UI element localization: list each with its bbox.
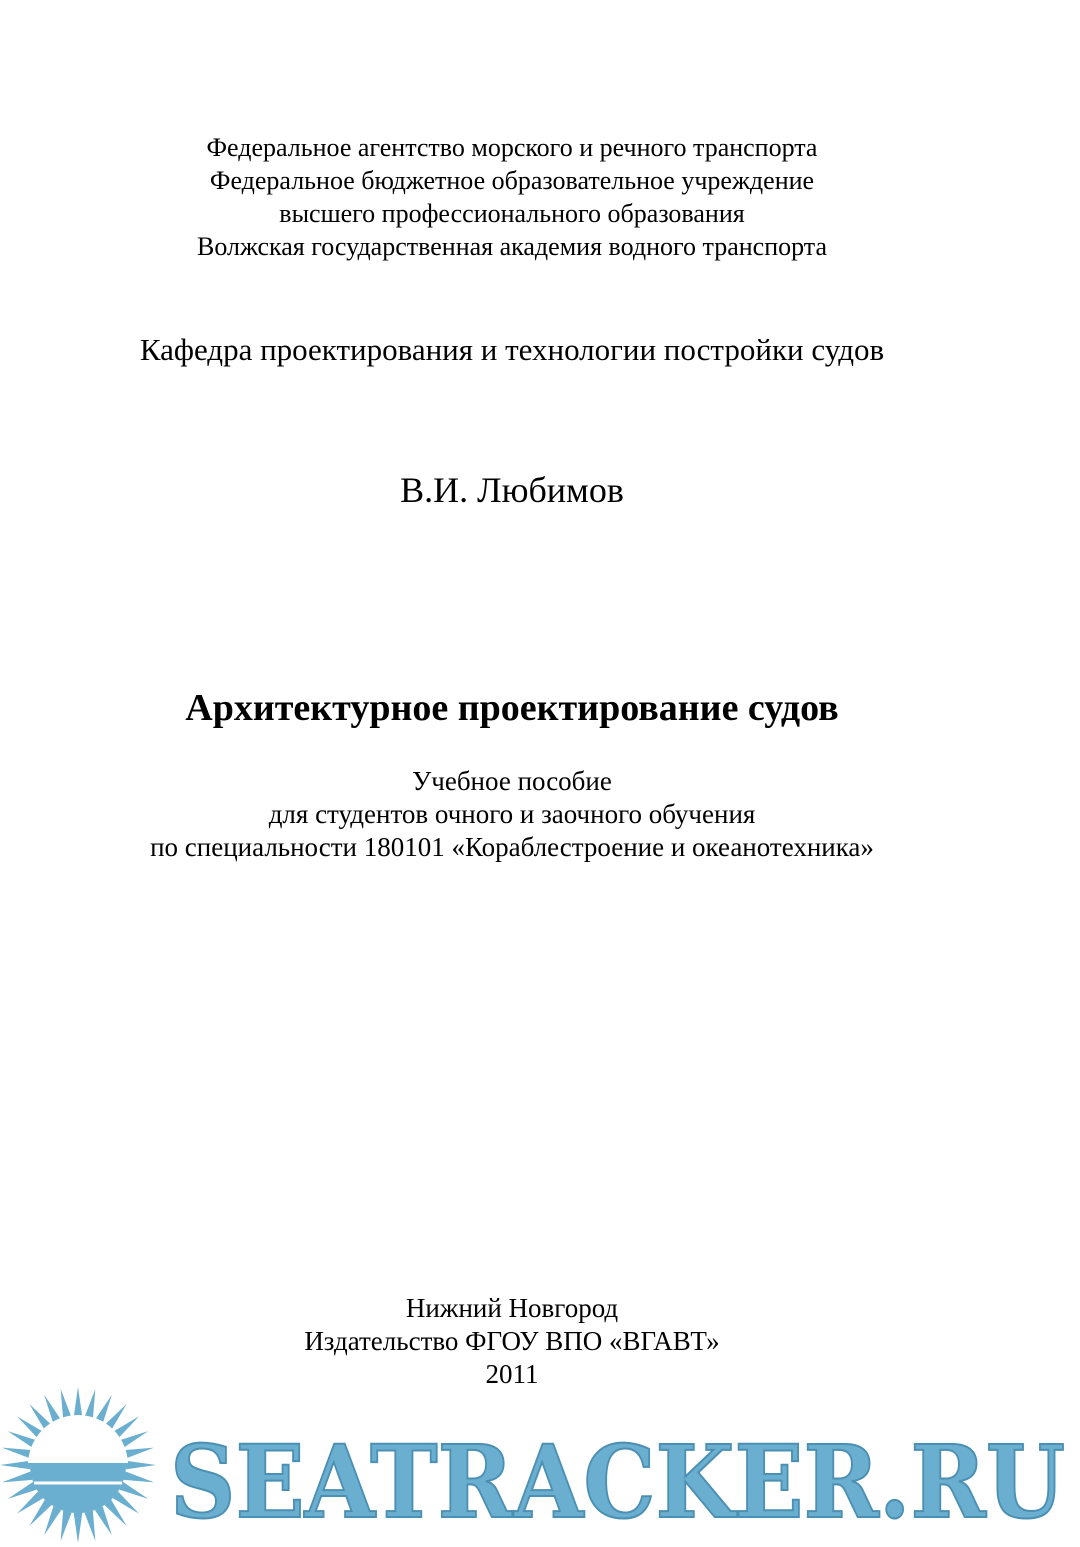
sun-ray	[74, 1387, 83, 1417]
sun-ray	[84, 1389, 95, 1419]
sun-ray	[44, 1506, 61, 1535]
publication-year: 2011	[485, 1359, 539, 1389]
watermark	[0, 1385, 1080, 1547]
sun-ray	[124, 1448, 154, 1459]
institution-line-1: Федеральное агентство морского и речного транспорта	[206, 133, 818, 162]
institution-line-2: Федеральное бюджетное образовательное учреждение	[209, 166, 815, 195]
institution-line-3: высшего профессионального образования	[279, 199, 745, 228]
sun-ray	[74, 1513, 83, 1543]
sun-ray	[84, 1511, 95, 1541]
sun-ray	[124, 1471, 154, 1482]
sun-ray	[61, 1511, 72, 1541]
document-title: Архитектурное проектирование судов	[185, 687, 839, 729]
sun-ray	[119, 1482, 148, 1499]
watermark-text: SEATRACKER.RU	[170, 1423, 1065, 1541]
publication-city: Нижний Новгород	[405, 1293, 619, 1323]
sun-over-water-icon	[0, 1387, 156, 1543]
department-name: Кафедра проектирования и технологии постройки судов	[139, 332, 885, 367]
sun-ray	[8, 1482, 37, 1499]
subtitle-line-1: Учебное пособие	[412, 766, 612, 796]
sun-ray	[2, 1448, 32, 1459]
subtitle-line-3: по специальности 180101 «Кораблестроение и океанотехника»	[150, 832, 874, 862]
sun-ray	[126, 1461, 156, 1470]
subtitle-line-2: для студентов очного и заочного обучения	[268, 799, 756, 829]
sun-ray	[95, 1506, 112, 1535]
institution-line-4: Волжская государственная академия водного транспорта	[196, 232, 828, 261]
sun-ray	[61, 1389, 72, 1419]
author-name: В.И. Любимов	[400, 470, 624, 510]
publication-publisher: Издательство ФГОУ ВПО «ВГАВТ»	[304, 1326, 720, 1356]
sun-ray	[0, 1461, 30, 1470]
sun-ray	[2, 1471, 32, 1482]
